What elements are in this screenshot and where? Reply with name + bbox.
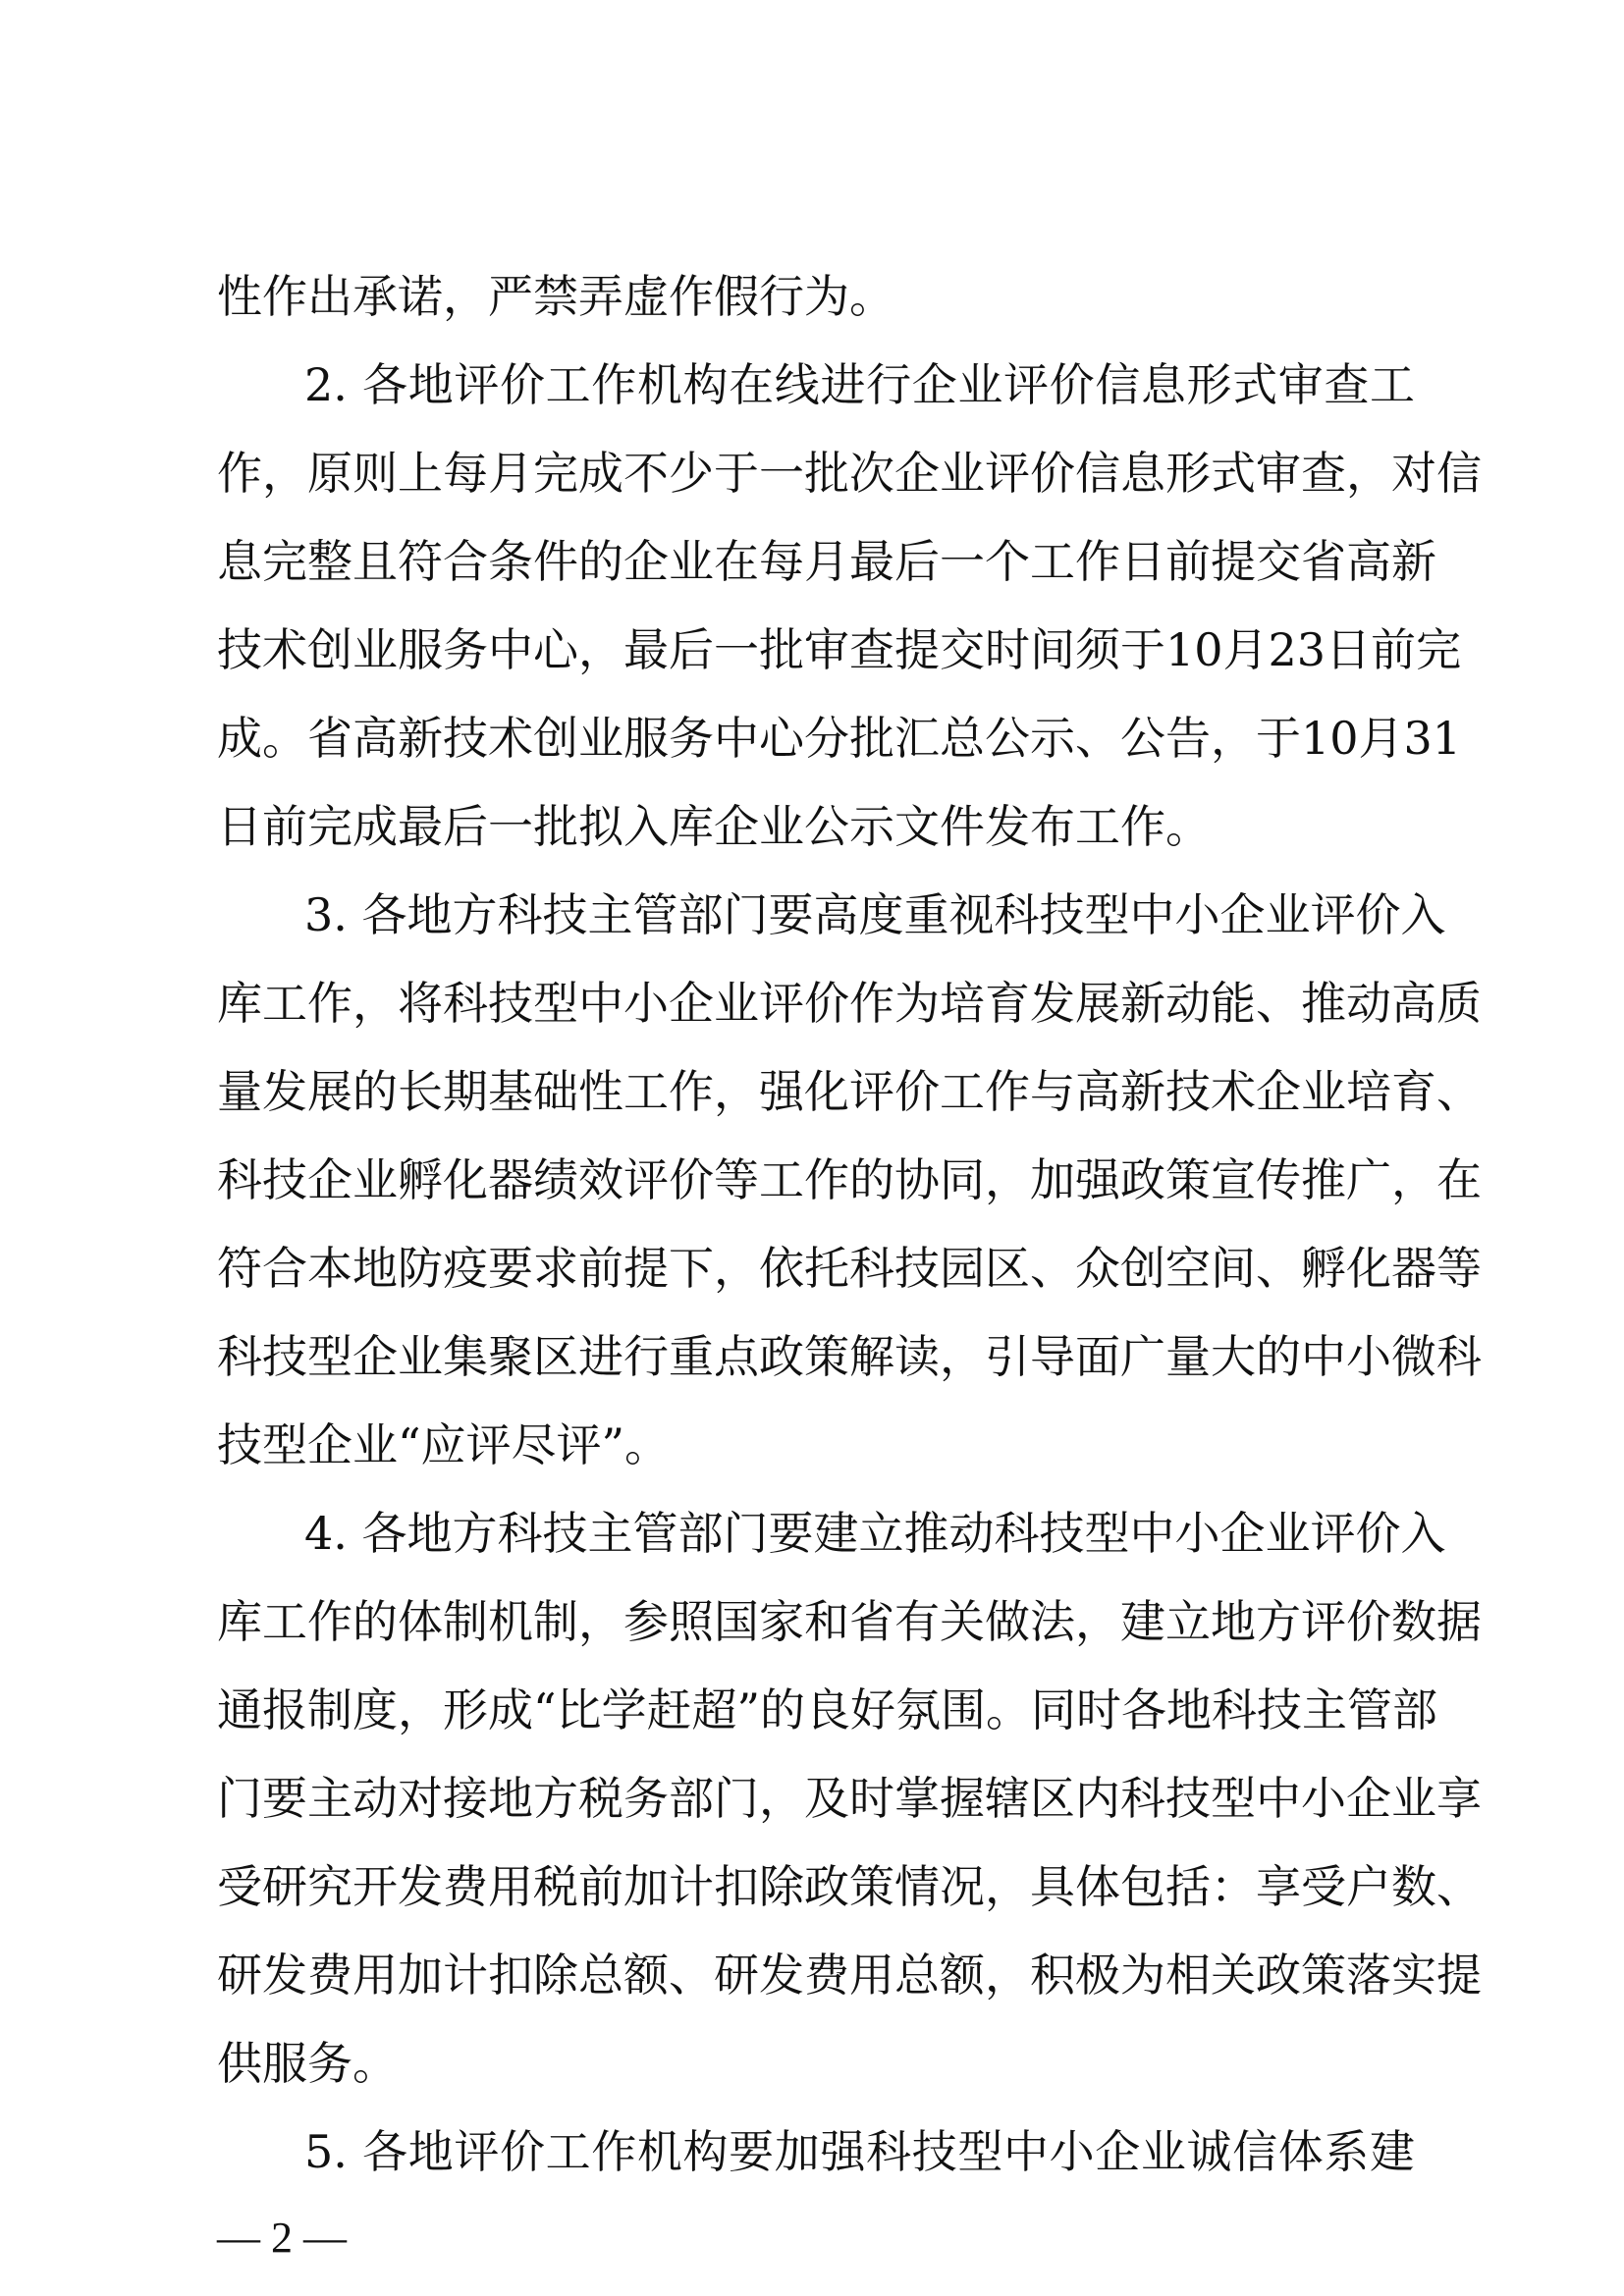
text-line: 5. 各地评价工作机构要加强科技型中小企业诚信体系建 — [304, 2125, 1415, 2178]
text-line: 科技型企业集聚区进行重点政策解读，引导面广量大的中小微科 — [217, 1330, 1482, 1383]
text-line: 4. 各地方科技主管部门要建立推动科技型中小企业评价入 — [304, 1507, 1446, 1560]
text-line: 3. 各地方科技主管部门要高度重视科技型中小企业评价入 — [304, 888, 1446, 941]
text-line: 日前完成最后一批拟入库企业公示文件发布工作。 — [217, 800, 1211, 853]
text-line: 受研究开发费用税前加计扣除政策情况，具体包括：享受户数、 — [217, 1860, 1482, 1913]
page-number: — 2 — — [217, 2214, 347, 2262]
text-line: 息完整且符合条件的企业在每月最后一个工作日前提交省高新 — [217, 535, 1436, 588]
text-line: 通报制度，形成“比学赶超”的良好氛围。同时各地科技主管部 — [217, 1683, 1438, 1736]
text-line: 供服务。 — [217, 2037, 398, 2090]
text-line: 性作出承诺，严禁弄虚作假行为。 — [217, 270, 894, 323]
text-line: 量发展的长期基础性工作，强化评价工作与高新技术企业培育、 — [217, 1065, 1482, 1118]
text-line: 2. 各地评价工作机构在线进行企业评价信息形式审查工 — [304, 358, 1415, 411]
text-line: 库工作的体制机制，参照国家和省有关做法，建立地方评价数据 — [217, 1595, 1482, 1648]
text-line: 技术创业服务中心，最后一批审查提交时间须于10月23日前完 — [217, 623, 1462, 676]
text-line: 科技企业孵化器绩效评价等工作的协同，加强政策宣传推广，在 — [217, 1153, 1482, 1206]
text-line: 作，原则上每月完成不少于一批次企业评价信息形式审查，对信 — [217, 447, 1482, 500]
text-line: 技型企业“应评尽评”。 — [217, 1418, 671, 1471]
text-line: 符合本地防疫要求前提下，依托科技园区、众创空间、孵化器等 — [217, 1242, 1482, 1295]
text-line: 门要主动对接地方税务部门，及时掌握辖区内科技型中小企业享 — [217, 1772, 1482, 1825]
text-line: 成。省高新技术创业服务中心分批汇总公示、公告，于10月31 — [217, 712, 1462, 765]
text-line: 研发费用加计扣除总额、研发费用总额，积极为相关政策落实提 — [217, 1949, 1482, 2002]
text-line: 库工作，将科技型中小企业评价作为培育发展新动能、推动高质 — [217, 977, 1482, 1030]
